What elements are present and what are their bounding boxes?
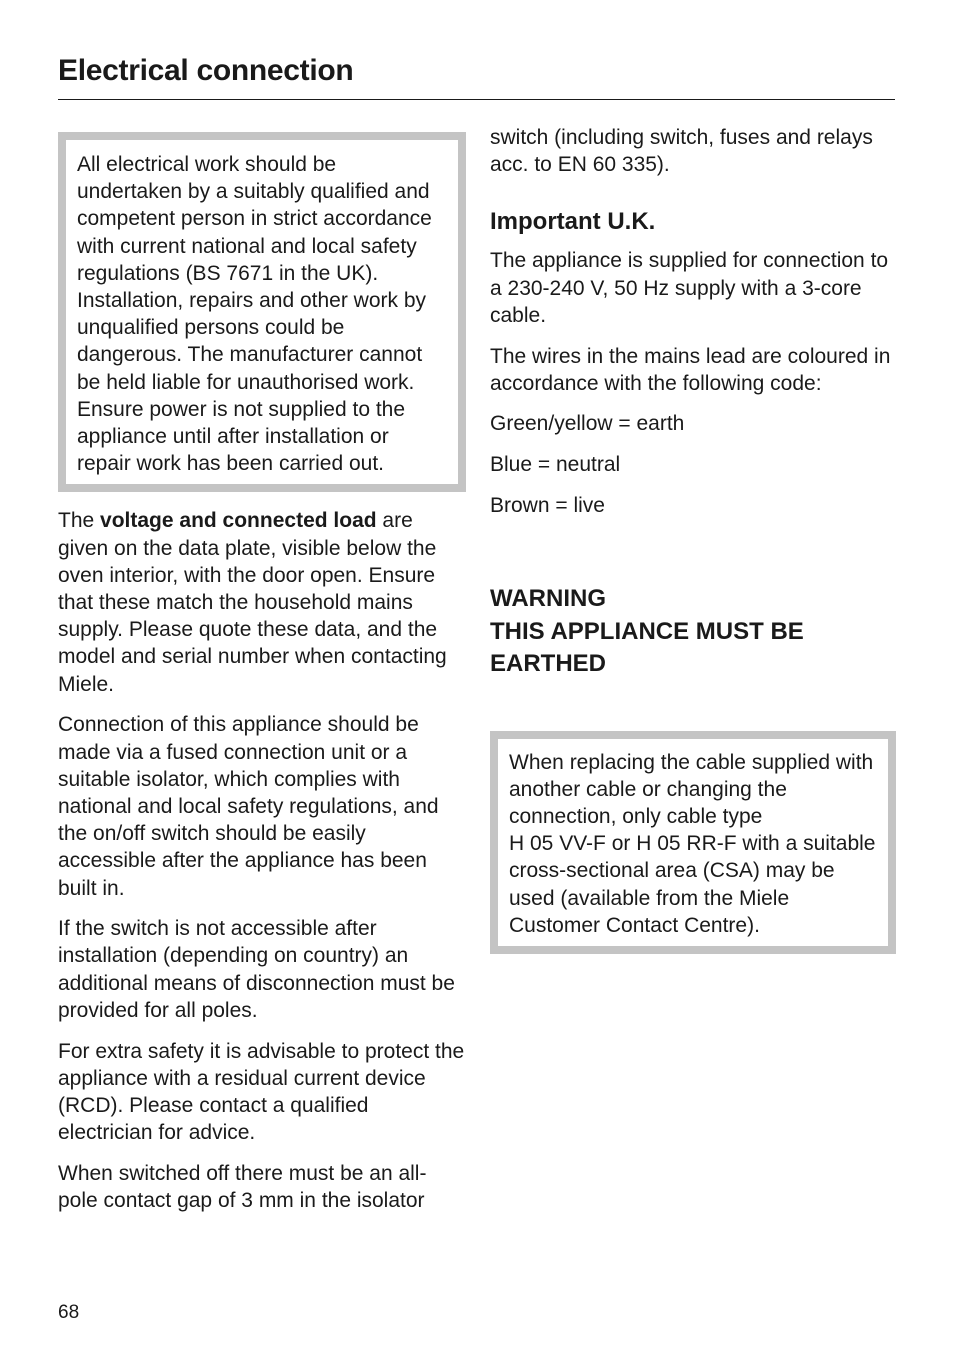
connection-paragraph: Connection of this appliance should be made via a fused connection unit or a suitable isolator, which complies with national and local safety regulations, and the on/off switch should be easily accessible after the appliance has been built in.	[58, 713, 439, 900]
voltage-bold-term: voltage and connected load	[100, 509, 377, 533]
voltage-suffix: are given on the data plate, visible below the oven interior, with the door open. Ensure that these match the household mains supply. Please quote these data, and the model and serial number when contacting Miele.	[58, 509, 447, 696]
notice-paragraph-qualified: All electrical work should be undertaken by a suitably qualified and competent person in strict accordance with current national and local safety regulations (BS 7671 in the UK).	[77, 153, 432, 285]
warning-earthed-line: THIS APPLIANCE MUST BE EARTHED	[490, 617, 804, 678]
wire-live: Brown = live	[490, 493, 605, 517]
voltage-paragraph	[58, 507, 466, 697]
notice-paragraph-power: Ensure power is not supplied to the appliance until after installation or repair work has been carried out.	[77, 397, 406, 476]
page-title: Electrical connection	[58, 54, 354, 87]
cable-replacement-box	[490, 731, 896, 954]
title-divider	[58, 99, 895, 100]
page-number: 68	[58, 1302, 80, 1323]
cable-box-types: H 05 VV-F or H 05 RR-F with a suitable cross-sectional area (CSA) may be used (available from the Miele Customer Contact Centre).	[509, 832, 876, 937]
notice-paragraph-unqualified: Installation, repairs and other work by unqualified persons could be dangerous. The manufacturer cannot be held liable for unauthorised work.	[77, 289, 427, 394]
rcd-paragraph: For extra safety it is advisable to protect the appliance with a residual current device (RCD). Please contact a qualified electrician for advice.	[58, 1039, 465, 1145]
wire-neutral: Blue = neutral	[490, 453, 621, 477]
voltage-prefix: The	[58, 509, 101, 533]
contact-gap-paragraph: When switched off there must be an all-pole contact gap of 3 mm in the isolator	[58, 1161, 427, 1213]
switch-access-paragraph: If the switch is not accessible after installation (depending on country) an additional means of disconnection must be provided for all poles.	[58, 917, 455, 1022]
safety-notice-box	[58, 132, 466, 492]
wire-earth: Green/yellow = earth	[490, 412, 685, 436]
wire-colour-paragraph: The wires in the mains lead are coloured in accordance with the following code:	[490, 344, 891, 395]
right-column	[490, 124, 896, 954]
left-column	[58, 132, 466, 1214]
important-uk-heading: Important U.K.	[490, 208, 656, 236]
uk-supply-paragraph: The appliance is supplied for connection to a 230-240 V, 50 Hz supply with a 3-core cable.	[490, 249, 889, 327]
earthing-warning-heading	[490, 583, 896, 681]
left-body	[58, 507, 466, 1214]
warning-line: WARNING	[490, 585, 606, 613]
continuation-paragraph: switch (including switch, fuses and relays acc. to EN 60 335).	[490, 126, 873, 177]
cable-box-text: When replacing the cable supplied with another cable or changing the connection, only cable type	[509, 750, 874, 828]
